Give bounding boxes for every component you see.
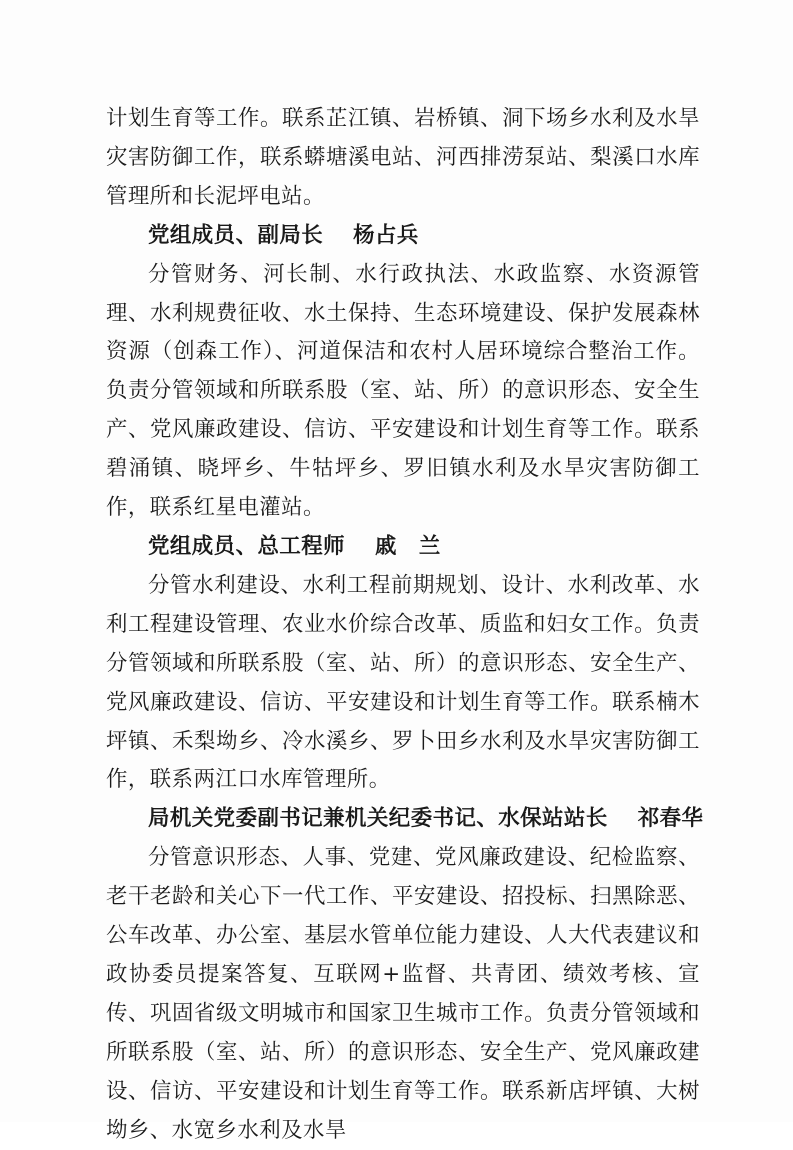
section-title: 党组成员、副局长 — [148, 222, 324, 248]
person-name: 祁春华 — [637, 806, 704, 832]
section-heading-chief-engineer — [106, 528, 700, 567]
document-body — [106, 100, 704, 1150]
section-body-chief-engineer: 分管水利建设、水利工程前期规划、设计、水利改革、水利工程建设管理、农业水价综合改革、质监和妇女工作。负责分管领域和所联系股（室、站、所）的意识形态、安全生产、党风廉政建设、信访、平安建设和计划生育等工作。联系楠木坪镇、禾梨坳乡、冷水溪乡、罗卜田乡水利及水旱灾害防御工作，联系两江口水库管理所。 — [106, 572, 700, 793]
section-title: 党组成员、总工程师 — [148, 533, 346, 559]
continued-paragraph: 计划生育等工作。联系芷江镇、岩桥镇、洞下场乡水利及水旱灾害防御工作，联系蟒塘溪电站、河西排涝泵站、梨溪口水库管理所和长泥坪电站。 — [106, 106, 700, 209]
person-name: 戚 兰 — [375, 533, 441, 559]
section-heading-party-secretary — [106, 800, 704, 839]
person-name: 杨占兵 — [353, 222, 419, 248]
section-title: 局机关党委副书记兼机关纪委书记、水保站站长 — [148, 806, 608, 832]
section-body-deputy-director: 分管财务、河长制、水行政执法、水政监察、水资源管理、水利规费征收、水土保持、生态环境建设、保护发展森林资源（创森工作）、河道保洁和农村人居环境综合整治工作。负责分管领域和所联系股（室、站、所）的意识形态、安全生产、党风廉政建设、信访、平安建设和计划生育等工作。联系碧涌镇、晓坪乡、牛牯坪乡、罗旧镇水利及水旱灾害防御工作，联系红星电灌站。 — [106, 261, 700, 521]
section-heading-deputy-director — [106, 217, 700, 256]
section-body-party-secretary: 分管意识形态、人事、党建、党风廉政建设、纪检监察、老干老龄和关心下一代工作、平安建设、招投标、扫黑除恶、公车改革、办公室、基层水管单位能力建设、人大代表建议和政协委员提案答复、互联网+监督、共青团、绩效考核、宣传、巩固省级文明城市和国家卫生城市工作。负责分管领域和所联系股（室、站、所）的意识形态、安全生产、党风廉政建设、信访、平安建设和计划生育等工作。联系新店坪镇、大树坳乡、水宽乡水利及水旱 — [106, 845, 700, 1143]
